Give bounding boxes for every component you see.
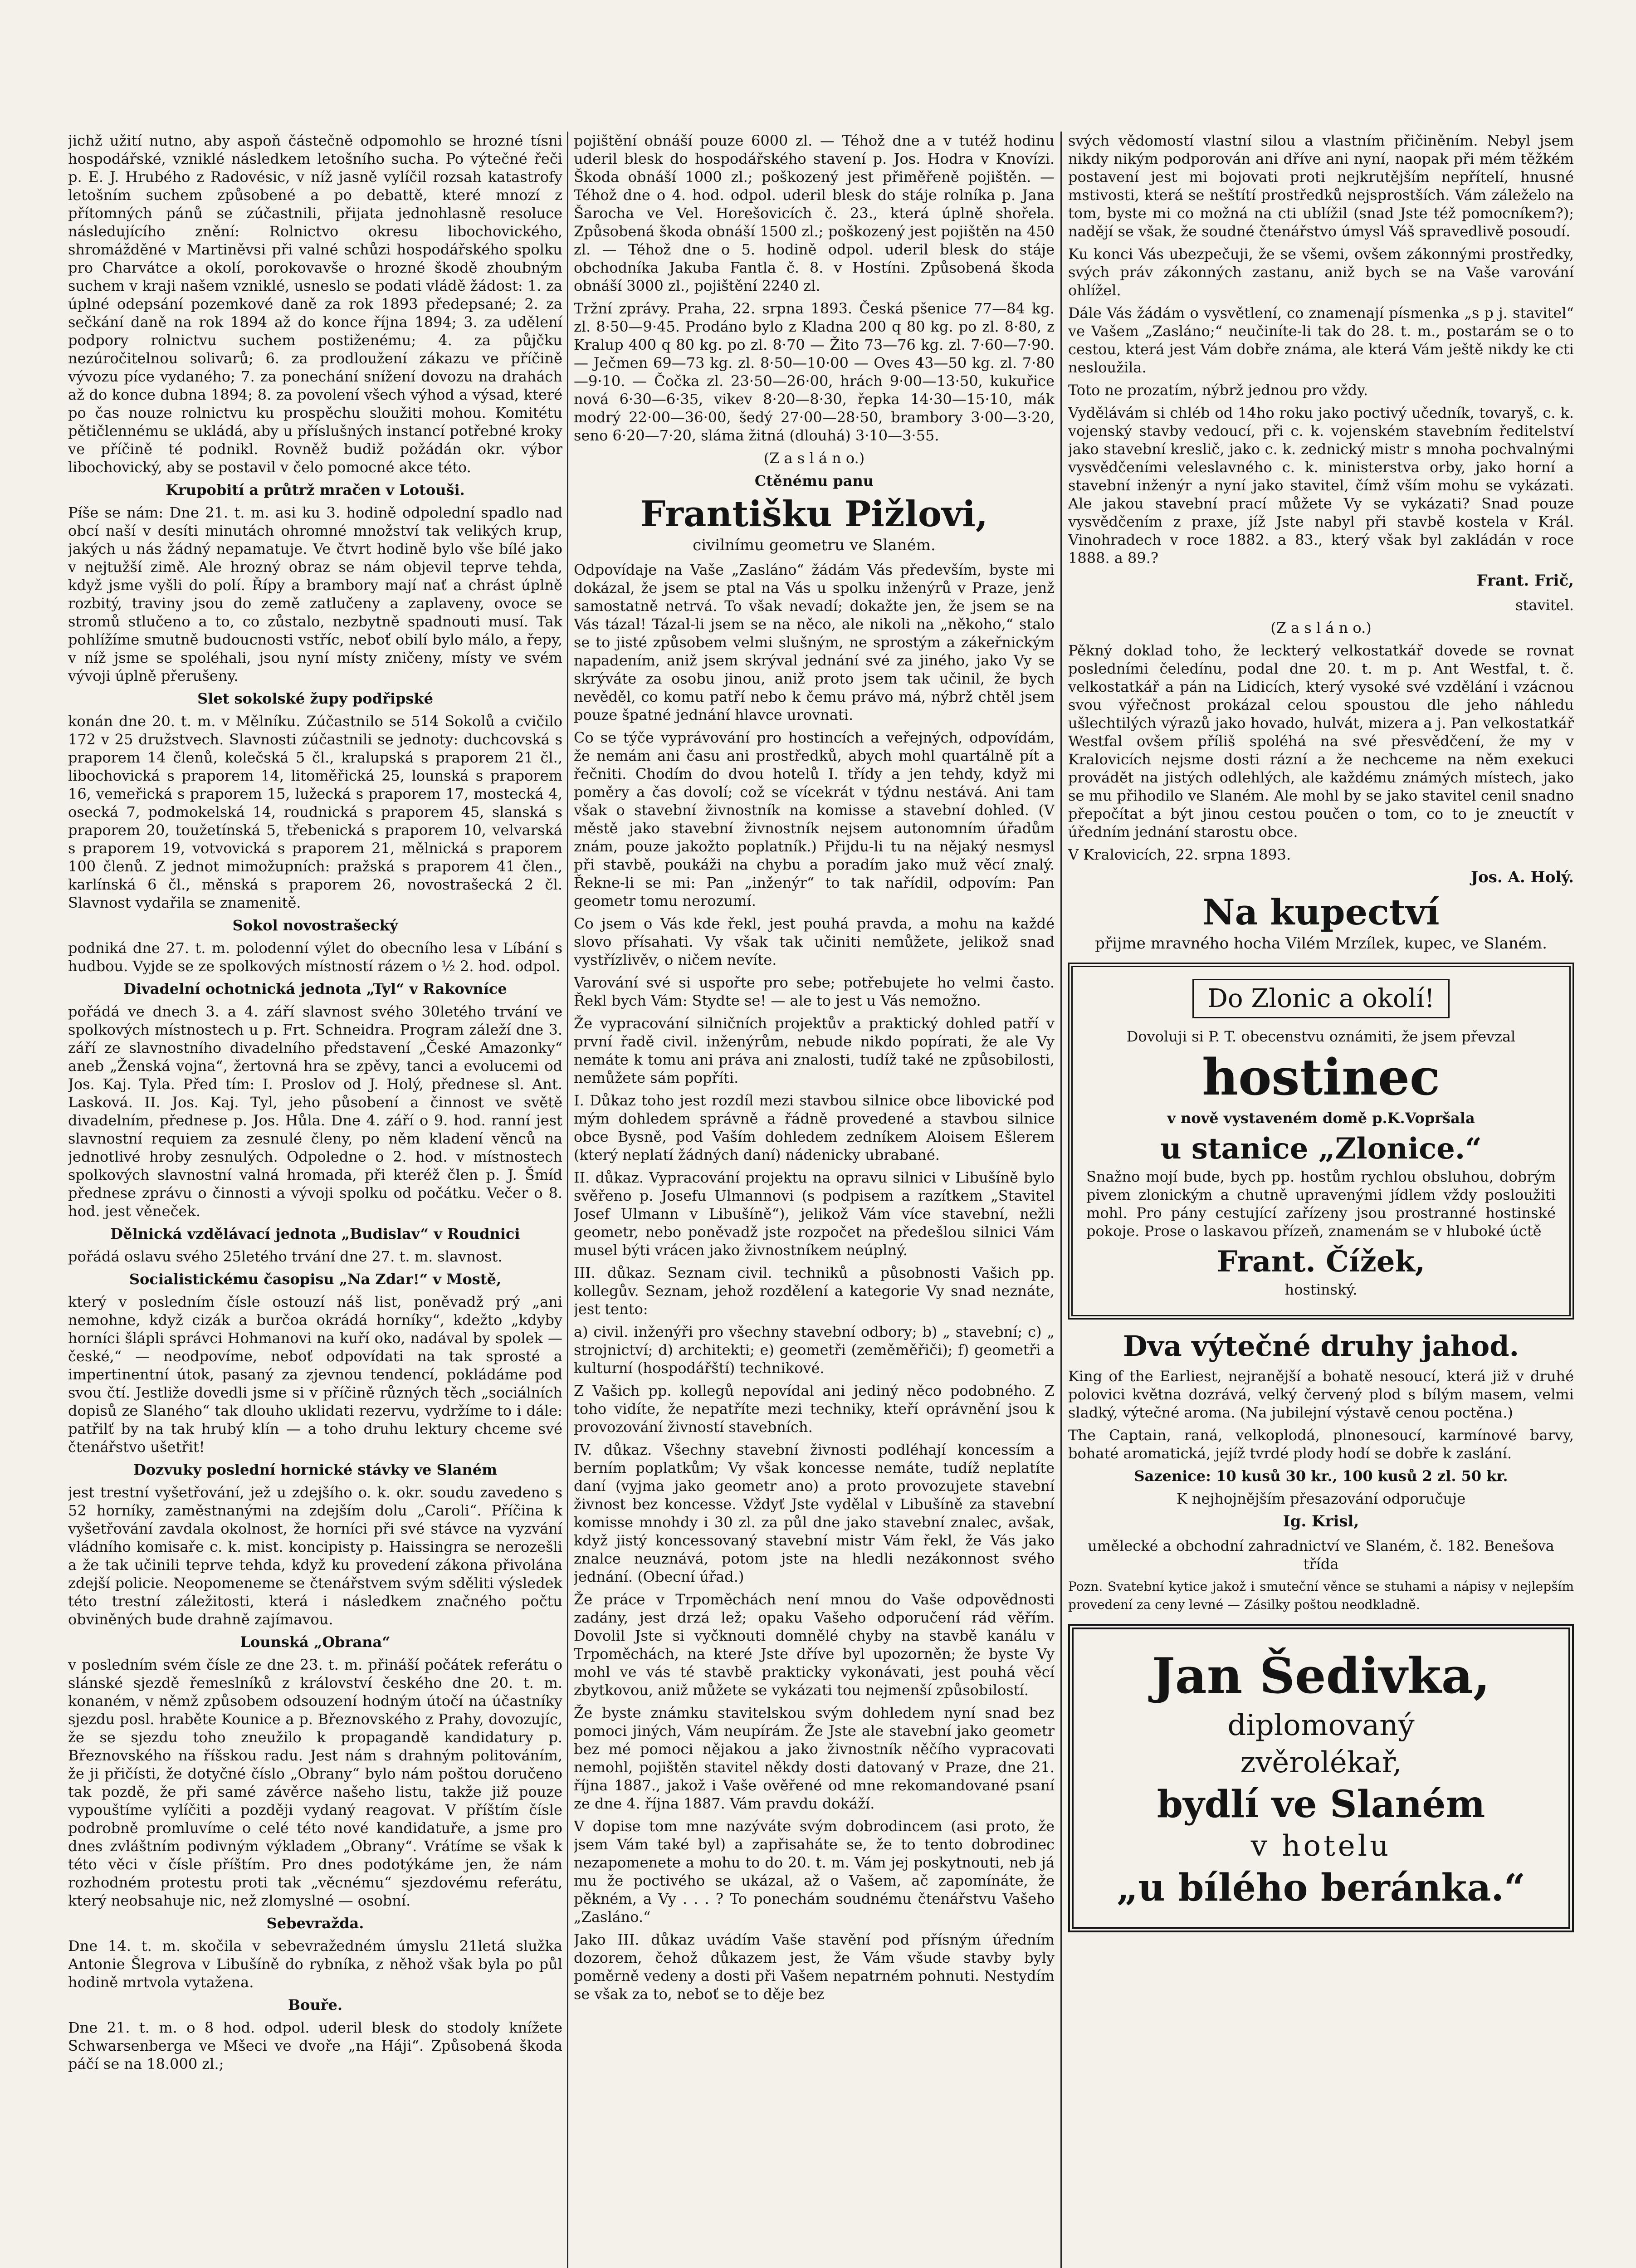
ad-line-4: v hotelu [1250, 1829, 1392, 1863]
column-right [1068, 132, 1574, 1932]
paragraph: konán dne 20. t. m. v Mělníku. Zúčastnilo se 514 Sokolů a cvičilo 172 v 25 družstvech. Slavnosti zúčastnili se jednoty: duchcovská s praporem 14 členů, kolečská 5 čl., kralupská s praporem 21 čl., libochovická s praporem 14, litoměřická 25, lounská s praporem 16, vemeřická s praporem 15, lužecká s praporem 17, mostecká 4, osecká 7, podmokelská 14, roudnická s praporem 45, slanská s praporem 20, toužetínská 5, třebenická s praporem 10, velvarská s praporem 19, votvovická s praporem 21, mělnická s praporem 100 členů. Z jednot mimožupních: pražská s praporem 41 člen., karlínská 6 čl., měnská s praporem 26, novostrašecká 2 čl. Slavnost vydařila se znamenitě. [68, 713, 562, 911]
paragraph: Co se týče vyprávování pro hostincích a veřejných, odpovídám, že nemám ani času ani prostředků, abych mohl quartálně pít a řečniti. Chodím do dvou hotelů I. třídy a jen tehdy, když mi poměry a čas dovolí; což se vícekrát v týdnu nestává. Ani tam však o stavební živnostník na komisse a stavební dohled. (V městě jako stavební živnostník nejsem autonomním úřadům znám, pouze jakožto poplatník.) Přijdu-li tu na nějaký nesmysl při stavbě, poukáži na chybu a poradím jako muž věcí znalý. Řekne-li se mi: Pan „inženýr“ to tak nařídil, odpovím: Pan geometr tomu nerozumí. [574, 729, 1055, 909]
paragraph: jest trestní vyšetřování, jež u zdejšího o. k. okr. soudu zavedeno s 52 horníky, zaměstnanými na zdejším dolu „Caroli“. Příčina k vyšetřování zavdala okolnost, že horníci při své stávce na vyzvání vládního komisaře c. k. mist. koncipisty p. Haissingra se nerozešli a že tak učinili teprve tehda, když ku provedení zákona přivolána zdejší policie. Neopomeneme se čtenářstvem svým sděliti výsledek této trestní záležitosti, která i následkem značného počtu obviněných bude drahně zajímavou. [68, 1484, 562, 1628]
zaslano-label: (Z a s l á n o.) [763, 450, 865, 467]
strawberry-text-1: King of the Earliest, nejranější a bohatě nesoucí, která již v druhé polovici května dozrává, velký červený plod s bílým masem, velmi sladký, výtečné aroma. (Na jubilejní výstavě cenou poctěna.) [1068, 1368, 1574, 1421]
section-heading: Ctěnému panu [754, 472, 874, 489]
paragraph: Tržní zprávy. Praha, 22. srpna 1893. Česká pšenice 77—84 kg. zl. 8·50—9·45. Prodáno bylo z Kladna 200 q 80 kg. po zl. 8·80, z Kralup 400 q 80 kg. po zl. 8·70 — Žito 73—76 kg. zl. 7·60—7·90. — Ječmen 69—73 kg. zl. 8·50—10·00 — Oves 43—50 kg. zl. 7·80—9·10. — Čočka zl. 23·50—26·00, hrách 9·00—13·50, kukuřice nová 6·30—6·35, vikev 8·20—8·30, řepka 14·30—15·10, mák modrý 22·00—36·00, šedý 27·00—28·50, brambory 3·00—3·20, seno 6·20—7·20, sláma žitná (dlouhá) 3·10—3·55. [574, 300, 1055, 444]
headline-sub: přijme mravného hocha Vilém Mrzílek, kupec, ve Slaném. [1095, 934, 1547, 953]
strawberry-price: Sazenice: 10 kusů 30 kr., 100 kusů 2 zl. 50 kr. [1134, 1467, 1508, 1485]
section-heading: Bouře. [288, 1996, 342, 2014]
column-left [68, 132, 562, 2077]
paragraph: a) civil. inženýři pro všechny stavební odbory; b) „ stavební; c) „ strojnictví; d) architekti; e) geometři (zeměměřiči); f) geometři a kulturní (hospodářští) technikové. [574, 1323, 1055, 1377]
paragraph: Pěkný doklad toho, že leckterý velkostatkář dovede se rovnat posledními čeledínu, podal dne 20. t. m p. Ant Westfal, t. č. velkostatkář a pán na Lidicích, který vysoké své vzdělání i vzácnou svou výřečnost prokázal celou spoustou dle jeho náhledu ušlechtilých výrazů jako hovado, hulvát, mizera a j. Pan velkostatkář Westfal ovšem příliš spoléhá na své přesvědčení, že my v Kralovicích nejsme dosti rázní a že nechceme na něm exekuci provádět na jistých odlehlých, ale každému známých místech, jako se mu přihodilo ve Slaném. Ale mohl by se jako stavitel cenil snadno přepočítat a být jinou cestou poučen o tom, co to je zneuctít v úředním jednání starostu obce. [1068, 642, 1574, 841]
ad-location: v nově vystaveném domě p.K.Vopršala [1167, 1110, 1475, 1127]
headline: Na kupectví [1202, 892, 1440, 933]
paragraph: jichž užití nutno, aby aspoň částečně odpomohlo se hrozné tísni hospodářské, vzniklé následkem letošního sucha. Po výtečné řeči p. E. J. Hrubého z Radovésic, v níž jasně vylíčil rozsah katastrofy letošním suchem způsobené a po debattě, které mnozí z přítomných pánů se zúčastnili, přijata jednohlasně resoluce následujícího znění: Rolnictvo okresu libochovického, shromážděné v Martiněvsi při valné schůzi hospodářského spolku pro Charvátce a okolí, porokovavše o hrozné škodě zhoubným suchem v kraji našem vzniklé, usneslo se podati vládě žádost: 1. za úplné odepsání pozemkové daně za rok 1893 předepsané; 2. za sečkání daně na rok 1894 až do konce října 1894; 3. za udělení podpory rolnictvu suchem postiženému; 4. za půjčku nezúročitelnou solivarů; 6. za prodloužení zákazu ve příčině vývozu píce vydaného; 7. za ponechání snížení dovozu na drahách až do konce dubna 1894; 8. za povolení všech výhod a výsad, které po čas nouze rolnictvu ku prospěchu sloužiti mohou. Komitétu pětičlennému se ukládá, aby u příslušných instancí potřebné kroky ve příčině té podnikl. Rovněž budiž požádán okr. výbor libochovický, aby se postavil v čelo pomocné akce této. [68, 132, 562, 476]
paragraph: IV. důkaz. Všechny stavební živnosti podléhají koncessím a berním poplatkům; Vy však koncesse nemáte, tudíž neplatíte daní (vyjma jako geometr ano) a proto provozujete stavební živnost bez koncesse. Vždyť Jste vydělal v Libušíně za stavební komisse mnohdy i 30 zl. za půl dne jako stavební znalec, avšak, když jistý koncessovaný stavební mistr Vám řekl, že Vás jako znalce neuznává, potom jste na hledli nezákonnost svého jednání. (Obecní úřad.) [574, 1441, 1055, 1585]
section-heading: Sebevražda. [266, 1915, 364, 1932]
ad-name: Jan Šedivka, [1152, 1647, 1490, 1705]
ad-owner-role: hostinský. [1284, 1281, 1358, 1298]
paragraph: Že vypracování silničních projektův a praktický dohled patří v první řadě civil. inženýrům, nebude nikdo popírati, že ale Vy nemáte k tomu ani práva ani znalosti, tudíž také ne způsobilosti, nemůžete sám popříti. [574, 1015, 1055, 1086]
section-heading: Socialistickému časopisu „Na Zdar!“ v Mostě, [129, 1271, 502, 1288]
section-heading: Sokol novostrašecký [232, 917, 398, 934]
paragraph: který v posledním čísle ostouzí náš list, poněvadž prý „ani nemohne, když cizák a burčoa okrádá horníky“, kdežto „kdyby horníci šlápli správci Hohmanovi na kuří oko, nadával by spolek — české,“ — neodpovíme, neboť odpovídati na tak sprosté a impertinentní útok, pasaný za zjevnou tendencí, pokládáme pod svou čtí. Jestliže dovedli jsme si v příčině různých těch „sociálních dopisů ze Slaného“ tak dlouho uklidati rezervu, vydržíme to i dále: patřilť by na tak hrubý klín — a toho druhu lektury chceme své čtenářstvo ušetřit! [68, 1293, 562, 1456]
strawberry-text-2: The Captain, raná, velkoplodá, plnonesoucí, karmínové barvy, bohaté aromatická, jejíž tvrdé plody hodí se dobře k zaslání. [1068, 1427, 1574, 1462]
strawberry-seller-role: umělecké a obchodní zahradnictví ve Slaném, č. 182. Benešova třída [1088, 1537, 1554, 1573]
ad-intro: Dovoluji si P. T. obecenstvu oznámiti, že jsem převzal [1126, 1028, 1516, 1045]
paragraph: Dne 21. t. m. o 8 hod. odpol. uderil blesk do stodoly knížete Schwarsenberga ve Mšeci ve dvoře „na Háji“. Způsobená škoda páčí se na 18.000 zl.; [68, 2019, 562, 2072]
signature-role: stavitel. [1515, 596, 1574, 614]
strawberry-note: Pozn. Svatební kytice jakož i smuteční věnce se stuhami a nápisy v nejlepším provedení za ceny levné — Zásilky poštou neodkladně. [1068, 1579, 1574, 1612]
section-heading: Dělnická vzdělávací jednota „Budislav“ v Roudnici [110, 1225, 520, 1242]
column-rule [567, 132, 568, 2268]
paragraph: Co jsem o Vás kde řekl, jest pouhá pravda, a mohu na každé slovo přísahati. Vy však tak učiniti nemůžete, jelikož snad vystřízlivěv, o ničem nevíte. [574, 915, 1055, 968]
paragraph: Že práce v Trpoměchách není mnou do Vaše odpovědnosti zadány, jest drzá lež; opaku Vašeho odporučení rád věřím. Dovolil Jste si vyčknouti domnělé chyby na stavbě kanálu v Trpoměchách, na které Jste dříve byl upozorněn; že byste Vy mohl ve vás té stavbě prakticky vykonávati, jest pouhá věcí zbytkovou, aniž můžete se vykázati tou nejmenší způsobilostí. [574, 1591, 1055, 1699]
paragraph: pořádá oslavu svého 25letého trvání dne 27. t. m. slavnost. [68, 1248, 503, 1265]
paragraph: Vydělávám si chléb od 14ho roku jako poctivý učedník, tovaryš, c. k. vojenský stavby vedoucí, při c. k. vojenském stavebním ředitelství jako stavební kreslič, jako c. k. zednický mistr s mnoha pochvalnými vysvědčeními veleslavného c. k. ministerstva orby, jako horní a stavební inženýr a nyní jako stavitel, čímž vším mohu se vykázati. Ale jakou stavební prací můžete Vy se vykázati? Snad pouze vysvědčením z praxe, jíž Jste nabyl při stavbě kostela v Král. Vinohradech v roce 1882. a 83., který však byl zakládán v roce 1888. a 89.? [1068, 404, 1574, 567]
paragraph: Že byste známku stavitelskou svým dohledem nyní snad bez pomoci jiných, Vám neupírám. Že Jste ale stavební jako geometr bez mé pomoci nějakou a jako živnostník něčího vypracovati nemohl, pojištěn stavitel někdy dosti datovaný v Praze, dne 21. října 1887., jakož i Vaše ověřené od mne rekomandované psaní ze dne 4. října 1887. Vám pravdu dokáží. [574, 1704, 1055, 1812]
section-heading: Lounská „Obrana“ [240, 1633, 391, 1651]
ad-word: hostinec [1202, 1048, 1440, 1106]
section-heading: Dozvuky poslední hornické stávky ve Slaném [133, 1461, 497, 1478]
paragraph: pojištění obnáší pouze 6000 zl. — Téhož dne a v tutéž hodinu uderil blesk do hospodářského stavení p. Jos. Hodra v Knovízi. Škoda obnáší 1000 zl.; poškozený jest přiměřeně pojištěn. — Téhož dne o 4. hod. odpol. uderil blesk do stáje rolníka p. Jana Šarocha ve Vel. Horešovicích č. 23., která úplně shořela. Způsobená škoda obnáší 1500 zl.; poškozený jest pojištěn na 450 zl. — Téhož dne o 5. hodině odpol. uderil blesk do stáje obchodníka Jakuba Fantla č. 8. v Hostíni. Způsobená škoda obnáší 3000 zl., pojištění 2240 zl. [574, 132, 1055, 294]
paragraph: Toto ne prozatím, nýbrž jednou pro vždy. [1068, 381, 1368, 399]
section-heading: Divadelní ochotnická jednota „Tyl“ v Rakovníce [123, 980, 507, 997]
paragraph: Ku konci Vás ubezpečuji, že se všemi, ovšem zákonnými prostředky, svých práv zákonných zastanu, aniž bych se na Vaše varování ohlížel. [1068, 245, 1574, 299]
ad-body: Snažno mojí bude, bych pp. hostům rychlou obsluhou, dobrým pivem zlonickým a chutně upravenými jídlem vždy posloužiti mohl. Pro pány cestující zařízeny jsou prostranné hostinské pokoje. Prose o laskavou přízeň, znamenám se v hluboké úctě [1086, 1168, 1556, 1240]
paragraph: II. důkaz. Vypracování projektu na opravu silnici v Libušíně bylo svěřeno p. Josefu Ulmannovi (s podpisem a razítkem „Stavitel Josef Ulmann v Libušíně“), jelikož Vám více stavební, nežli geometr, nebo poněvadž jste rozpočet na předešlou silnici Vám musel býti vrácen jako živnostníkem neúplný. [574, 1169, 1055, 1259]
paragraph: svých vědomostí vlastní silou a vlastním přičiněním. Nebyl jsem nikdy nikým podporován ani dříve ani nyní, naopak při mém těžkém postavení jest mi bojovati proti nejkrutějším nepřítelí, hnusné mstivosti, která se neštítí prostředků nejsprostších. Vám záleželo na tom, byste mi co možná na cti ublížil (snad Jste též pomocníkem?); nadějí se však, že soudné čtenářstvo úmysl Váš spravedlivě posoudí. [1068, 132, 1574, 240]
paragraph: Dále Vás žádám o vysvětlení, co znamenají písmenka „s p j. stavitel“ ve Vašem „Zasláno;“ neučiníte-li tak do 28. t. m., postarám se o to cestou, která jest Vám dobře známa, ale která Vám ještě nikdy ke cti nesloužila. [1068, 304, 1574, 376]
paragraph: V Kralovicích, 22. srpna 1893. [1068, 846, 1291, 863]
paragraph: Dne 14. t. m. skočila v sebevražedném úmyslu 21letá služka Antonie Šlegrova v Libušíně do rybníka, z něhož však byla po půl hodině mrtvola vytažena. [68, 1937, 562, 1991]
section-heading: Slet sokolské župy podřipské [197, 690, 433, 707]
paragraph: Varování své si uspořte pro sebe; potřebujete ho velmi často. Řekl bych Vám: Stydte se! — ale to jest u Vás nemožno. [574, 974, 1055, 1009]
paragraph: Píše se nám: Dne 21. t. m. asi ku 3. hodině odpolední spadlo nad obcí naší v desíti minutách ohromné množství tak velikých krup, jakých u nás žádný nepamatuje. Ve čtvrt hodině bylo vše bílé jako v nejtužší zimě. Ale hrozný obraz se nám objevil teprve tehda, když jsme vyšli do polí. Řípy a brambory mají nať a chrást úplně rozbitý, traviny jsou do země zatlučeny a zaplaveny, ovoce se stromů stlučeno a to, co zůstalo, nezbytně spadnouti musí. Tak pohlížíme smutně budoucnosti vstříc, neboť obilí bylo málo, a řepy, v níž jsme se spoléhali, jsou nyní místy zničeny, místy ve svém vývoji úplně přerušeny. [68, 504, 562, 684]
headline-sub: civilnímu geometru ve Slaném. [693, 536, 936, 554]
column-rule [1060, 132, 1062, 2268]
paragraph: I. Důkaz toho jest rozdíl mezi stavbou silnice obce libovické pod mým dohledem správně a řádně provedené a stavbou silnice obce Bysně, pod Vaším dohledem zedníkem Aloisem Ešlerem (který neplatí žádných daní) nádenicky ubrabané. [574, 1092, 1055, 1163]
ad-station: u stanice „Zlonice.“ [1160, 1132, 1482, 1166]
column-right-text [1068, 132, 1574, 953]
ad-line-5: „u bílého beránka.“ [1116, 1866, 1526, 1910]
section-heading: Krupobití a průtrž mračen v Lotouši. [166, 481, 465, 499]
strawberry-title: Dva výtečné druhy jahod. [1123, 1330, 1519, 1363]
paragraph: v posledním svém čísle ze dne 23. t. m. přináší počátek referátu o slánské sjezdě řemeslníků z království českého dne 20. t. m. konaném, v němž způsobem odsouzení hodným útočí na účastníky sjezdu posl. hraběte Kounice a p. Březnovského z Prahy, dovozujíc, že se sjezdu toho zneužilo k propagandě kandidatury p. Březnovského na říšskou radu. Jest nám s drahným politováním, že ji přičísti, že dotyčné číslo „Obrany“ bylo nám poštou doručeno tak pozdě, že při samé závěrce našeho listu, takže již pouze vypouštíme vylíčiti a později vydaný reagovat. V příštím čísle podrobně promluvíme o celé této nové kandidatuře, a jsme pro dnes zvláštním podivným výkladem „Obrany“. Vrátíme se však k této věci v čísle příštím. Pro dnes podotýkáme jen, že nám rozhodném protestu proti tak „věcnému“ sjezdovému referátu, který neobsahuje nic, než zlomyslné — osobní. [68, 1656, 562, 1909]
strawberry-seller: Ig. Krisl, [1283, 1512, 1359, 1530]
headline: Františku Pižlovi, [640, 494, 988, 535]
zaslano-label: (Z a s l á n o.) [1270, 619, 1372, 636]
ad-title: Do Zlonic a okolí! [1192, 979, 1450, 1018]
paragraph: Jako III. důkaz uvádím Vaše stavění pod přísným úředním dozorem, čehož důkazem jest, že Vám všude stavby byly poměrně vedeny a dosti při Vašem nepatrném pohnuti. Nestydím se však za to, neboť se to děje bez [574, 1931, 1055, 2003]
paragraph: Z Vašich pp. kollegů nepovídal ani jediný něco podobného. Z toho vidíte, že nepatříte mezi techniky, kteří oprávnění jsou k provozování živností stavebních. [574, 1382, 1055, 1436]
ad-line-2: zvěrolékař, [1240, 1746, 1402, 1779]
signature: Frant. Frič, [1476, 572, 1574, 590]
paragraph: V dopise tom mne nazýváte svým dobrodincem (asi proto, že jsem Vám také byl) a zapřisaháte se, že to tento dobrodinec nezapomenete a mohu to do 20. t. m. Vám jej poskytnouti, neb já mu že poctivého se ukázal, až o Vašem, ač zapomínáte, že pěkném, a Vy . . . ? To ponechám soudnému čtenářstvu Vašeho „Zasláno.“ [574, 1818, 1055, 1926]
paragraph: pořádá ve dnech 3. a 4. září slavnost svého 30letého trvání ve spolkových místnostech u p. Frt. Schneidra. Program záleží dne 3. září ze slavnostního divadelního představení „České Amazonky“ aneb „Ženská vojna“, žertovná hra se zpěvy, tanci a evolucemi od Jos. Kaj. Tyla. Před tím: I. Proslov od J. Holý, přednese sl. Ant. Lasková. II. Jos. Kaj. Tyl, jeho působení a činnost ve světě divadelním, přednese p. Jos. Hůla. Dne 4. září o 9. hod. ranní jest slavnostní requiem za zesnulé členy, po něm kladení věnců na jednotlivé hroby zesnulých. Odpoledne o 2. hod. v místnostech spolkových slavnostní valná hromada, při kteréž člen p. J. Šmíd přednese zprávu o činnosti a vývoji spolku od počátku. Večer o 8. hod. jest věneček. [68, 1003, 562, 1220]
column-middle [574, 132, 1055, 2008]
sedivka-advertisement [1068, 1624, 1574, 1932]
ad-line-1: diplomovaný [1227, 1709, 1415, 1742]
hostinec-advertisement [1068, 963, 1574, 1320]
paragraph: III. důkaz. Seznam civil. techniků a působnosti Vašich pp. kollegův. Seznam, jehož rozdělení a kategorie Vy snad neznáte, jest tento: [574, 1264, 1055, 1318]
paragraph: Odpovídaje na Vaše „Zasláno“ žádám Vás především, byste mi dokázal, že jsem se ptal na Vás u spolku inženýrů v Praze, jenž samostatně netrvá. To však nevadí; dokažte jen, že jsem se na Vás tázal! Tázal-li jsem se na něco, ale nikoli na „někoho,“ stalo se to jisté způsobem velmi slušným, ne sprostým a zákeřnickým napadením, aniž jsem skrýval jednání své za jiného, jako Vy se skrýváte za osobu jinou, aniž proto jsem tak učinil, že bych nevěděl, co komu patří nebo k čemu právo má, nýbrž chtěl jsem pouze špatné jednání hlavce urovnati. [574, 561, 1055, 723]
ad-owner-name: Frant. Čížek, [1216, 1245, 1426, 1279]
paragraph: podniká dne 27. t. m. polodenní výlet do obecního lesa v Líbání s hudbou. Vyjde se ze spolkových místností rázem o ½ 2. hod. odpol. [68, 939, 562, 975]
strawberry-recommend: K nejhojnějším přesazování odporučuje [1176, 1490, 1466, 1507]
signature: Jos. A. Holý. [1470, 868, 1574, 886]
ad-line-3: bydlí ve Slaném [1157, 1783, 1485, 1826]
